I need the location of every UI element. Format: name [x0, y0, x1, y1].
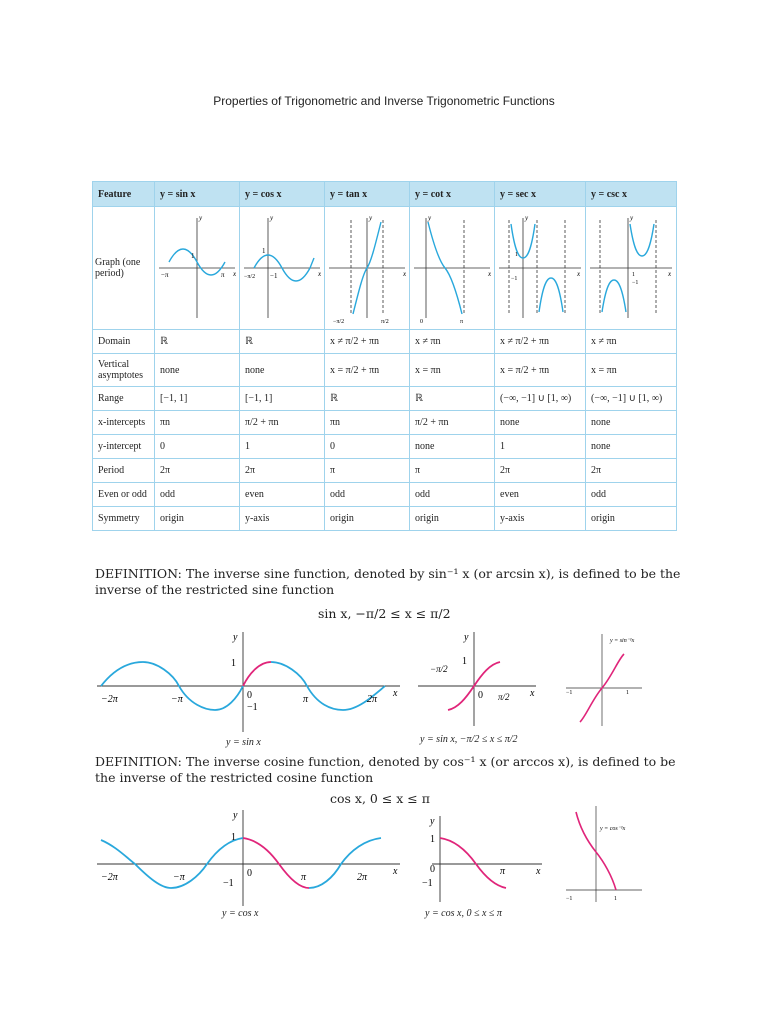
- svg-text:1: 1: [262, 247, 266, 255]
- table-row: [93, 387, 677, 411]
- svg-text:y: y: [428, 214, 432, 222]
- table-cell: 2π: [586, 459, 677, 483]
- svg-text:−π/2: −π/2: [430, 664, 448, 674]
- csc-graph-icon: [588, 210, 674, 326]
- table-cell: ℝ: [240, 330, 325, 354]
- properties-table: [92, 181, 677, 531]
- svg-text:1: 1: [430, 834, 435, 845]
- row-label: Period: [93, 459, 155, 483]
- table-header-row: [93, 182, 677, 207]
- table-cell: 0: [325, 435, 410, 459]
- table-cell: π/2 + πn: [240, 411, 325, 435]
- arccos-graph: [562, 802, 646, 908]
- svg-text:−2π: −2π: [101, 872, 118, 883]
- svg-text:x: x: [318, 270, 322, 278]
- table-row: [93, 459, 677, 483]
- svg-text:−1: −1: [566, 896, 573, 902]
- table-cell: ℝ: [325, 387, 410, 411]
- svg-text:−1: −1: [247, 702, 258, 713]
- table-row: [93, 330, 677, 354]
- header-cos: y = cos x: [240, 182, 325, 207]
- sine-full-graph: [95, 628, 405, 738]
- svg-text:−1: −1: [223, 878, 234, 889]
- sec-graph-icon: [497, 210, 583, 326]
- svg-text:y: y: [630, 214, 634, 222]
- tan-graph-icon: [327, 210, 407, 326]
- svg-text:2π: 2π: [357, 872, 368, 883]
- svg-text:x: x: [393, 866, 398, 877]
- table-cell: odd: [586, 483, 677, 507]
- arccos-label: y = cos⁻¹x: [600, 826, 626, 832]
- svg-text:π/2: π/2: [498, 692, 510, 702]
- arcsin-graph: [562, 630, 646, 730]
- svg-text:x: x: [233, 270, 237, 278]
- row-label: y-intercept: [93, 435, 155, 459]
- svg-text:1: 1: [614, 896, 617, 902]
- svg-text:−1: −1: [566, 690, 573, 696]
- svg-text:1: 1: [632, 272, 635, 278]
- table-cell: none: [586, 411, 677, 435]
- table-cell: none: [495, 411, 586, 435]
- svg-text:2π: 2π: [367, 694, 378, 705]
- table-cell: odd: [410, 483, 495, 507]
- header-sec: y = sec x: [495, 182, 586, 207]
- table-cell: ℝ: [155, 330, 240, 354]
- inverse-sine-definition: DEFINITION: The inverse sine function, denoted by sin⁻¹ x (or arcsin x), is defined to be the inverse of the restricted sine function: [95, 566, 681, 597]
- cosine-restriction-equation: cos x, 0 ≤ x ≤ π: [330, 791, 430, 806]
- sine-restriction-equation: sin x, −π/2 ≤ x ≤ π/2: [318, 606, 451, 621]
- svg-text:y: y: [233, 632, 238, 643]
- svg-text:−1: −1: [511, 276, 518, 282]
- table-cell: y-axis: [240, 507, 325, 531]
- svg-text:−1: −1: [632, 280, 639, 286]
- svg-text:y: y: [525, 214, 529, 222]
- svg-text:y: y: [369, 214, 373, 222]
- table-row: [93, 483, 677, 507]
- table-cell: x = πn: [410, 354, 495, 387]
- header-sin: y = sin x: [155, 182, 240, 207]
- table-row: [93, 411, 677, 435]
- svg-text:x: x: [403, 270, 407, 278]
- svg-text:π: π: [221, 271, 225, 279]
- svg-text:x: x: [577, 270, 581, 278]
- table-cell: origin: [155, 507, 240, 531]
- arcsin-label: y = sin⁻¹x: [610, 638, 635, 644]
- table-cell: 1: [495, 435, 586, 459]
- sine-full-caption: y = sin x: [226, 737, 261, 748]
- row-label: Range: [93, 387, 155, 411]
- svg-text:1: 1: [462, 656, 467, 667]
- svg-text:0: 0: [430, 864, 435, 875]
- table-cell: 0: [155, 435, 240, 459]
- svg-text:0: 0: [478, 690, 483, 701]
- svg-text:1: 1: [231, 658, 236, 669]
- table-cell: π/2 + πn: [410, 411, 495, 435]
- table-cell: origin: [586, 507, 677, 531]
- row-label: Symmetry: [93, 507, 155, 531]
- svg-text:−π/2: −π/2: [333, 319, 345, 325]
- svg-text:y: y: [464, 632, 469, 643]
- table-cell: none: [586, 435, 677, 459]
- graph-row: [93, 207, 677, 330]
- svg-text:x: x: [668, 270, 672, 278]
- svg-text:1: 1: [626, 690, 629, 696]
- svg-text:−1: −1: [270, 272, 278, 280]
- table-cell: x ≠ πn: [586, 330, 677, 354]
- sine-restricted-caption: y = sin x, −π/2 ≤ x ≤ π/2: [420, 734, 518, 745]
- graph-sin: [155, 207, 240, 330]
- svg-text:y: y: [270, 214, 274, 222]
- svg-text:y: y: [233, 810, 238, 821]
- table-cell: 2π: [495, 459, 586, 483]
- svg-text:π/2: π/2: [381, 319, 389, 325]
- table-cell: origin: [410, 507, 495, 531]
- inverse-cosine-definition: DEFINITION: The inverse cosine function, denoted by cos⁻¹ x (or arccos x), is defined to be the inverse of the restricted cosine function: [95, 754, 676, 785]
- svg-text:0: 0: [420, 319, 423, 325]
- sine-restricted-graph: [412, 628, 542, 728]
- table-cell: none: [155, 354, 240, 387]
- table-cell: x = πn: [586, 354, 677, 387]
- table-cell: x ≠ πn: [410, 330, 495, 354]
- table-cell: 2π: [240, 459, 325, 483]
- table-cell: πn: [325, 411, 410, 435]
- table-cell: (−∞, −1] ∪ [1, ∞): [586, 387, 677, 411]
- row-label: Domain: [93, 330, 155, 354]
- svg-text:−2π: −2π: [101, 694, 118, 705]
- svg-text:0: 0: [247, 690, 252, 701]
- table-cell: x ≠ π/2 + πn: [495, 330, 586, 354]
- svg-text:π: π: [303, 694, 309, 705]
- svg-text:−π/2: −π/2: [244, 274, 256, 280]
- graph-sec: [495, 207, 586, 330]
- table-cell: odd: [155, 483, 240, 507]
- inverse-cosine-term: inverse cosine function: [213, 754, 361, 769]
- cosine-full-graph: [95, 806, 405, 910]
- svg-text:1: 1: [515, 252, 518, 258]
- svg-text:−π: −π: [161, 271, 169, 279]
- table-cell: πn: [155, 411, 240, 435]
- table-cell: (−∞, −1] ∪ [1, ∞): [495, 387, 586, 411]
- header-feature: Feature: [93, 182, 155, 207]
- table-cell: even: [495, 483, 586, 507]
- table-cell: none: [240, 354, 325, 387]
- svg-text:x: x: [536, 866, 541, 877]
- table-cell: odd: [325, 483, 410, 507]
- svg-text:π: π: [460, 319, 464, 325]
- cot-graph-icon: [412, 210, 492, 326]
- header-csc: y = csc x: [586, 182, 677, 207]
- svg-text:π: π: [301, 872, 307, 883]
- table-cell: x ≠ π/2 + πn: [325, 330, 410, 354]
- svg-text:π: π: [500, 866, 506, 877]
- table-cell: 2π: [155, 459, 240, 483]
- table-cell: ℝ: [410, 387, 495, 411]
- table-cell: 1: [240, 435, 325, 459]
- svg-text:1: 1: [231, 832, 236, 843]
- table-cell: none: [410, 435, 495, 459]
- graph-cot: [410, 207, 495, 330]
- inverse-sine-term: inverse sine function: [213, 566, 347, 581]
- sin-graph-icon: [157, 210, 237, 326]
- document-title: Properties of Trigonometric and Inverse Trigonometric Functions: [213, 94, 555, 108]
- graph-tan: [325, 207, 410, 330]
- cosine-restricted-graph: [418, 812, 548, 904]
- svg-text:x: x: [530, 688, 535, 699]
- table-cell: x = π/2 + πn: [495, 354, 586, 387]
- header-cot: y = cot x: [410, 182, 495, 207]
- svg-text:y: y: [199, 214, 203, 222]
- cosine-full-caption: y = cos x: [222, 908, 259, 919]
- svg-text:−π: −π: [171, 694, 183, 705]
- graph-cos: [240, 207, 325, 330]
- cos-graph-icon: [242, 210, 322, 326]
- table-cell: π: [410, 459, 495, 483]
- svg-text:y: y: [430, 816, 435, 827]
- table-cell: [−1, 1]: [155, 387, 240, 411]
- svg-text:x: x: [488, 270, 492, 278]
- row-label: x-intercepts: [93, 411, 155, 435]
- table-cell: π: [325, 459, 410, 483]
- graph-row-label: Graph (one period): [93, 207, 155, 330]
- svg-text:1: 1: [191, 252, 195, 260]
- cosine-restricted-caption: y = cos x, 0 ≤ x ≤ π: [425, 908, 502, 919]
- svg-text:−1: −1: [422, 878, 433, 889]
- table-row: [93, 354, 677, 387]
- svg-text:−π: −π: [173, 872, 185, 883]
- table-cell: [−1, 1]: [240, 387, 325, 411]
- svg-text:x: x: [393, 688, 398, 699]
- row-label: Even or odd: [93, 483, 155, 507]
- table-row: [93, 435, 677, 459]
- row-label: Vertical asymptotes: [93, 354, 155, 387]
- header-tan: y = tan x: [325, 182, 410, 207]
- table-cell: y-axis: [495, 507, 586, 531]
- svg-text:0: 0: [247, 868, 252, 879]
- table-cell: origin: [325, 507, 410, 531]
- table-cell: even: [240, 483, 325, 507]
- table-row: [93, 507, 677, 531]
- graph-csc: [586, 207, 677, 330]
- table-cell: x = π/2 + πn: [325, 354, 410, 387]
